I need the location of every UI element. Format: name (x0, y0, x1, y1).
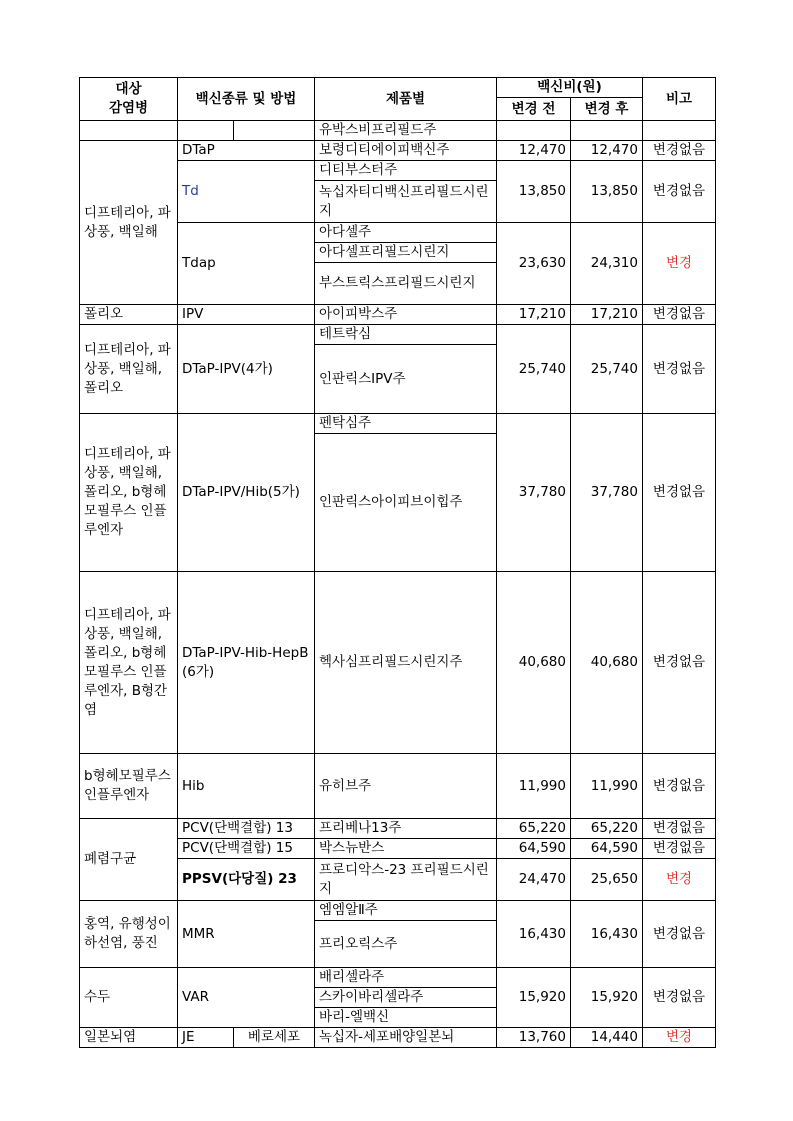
type-cell: DTaP-IPV(4가) (178, 325, 315, 414)
remark-badge: 변경없음 (643, 325, 716, 414)
disease-cell: 디프테리아, 파상풍, 백일해 (80, 141, 178, 305)
type-cell: DTaP (178, 141, 315, 161)
product-cell: 프리베나13주 (315, 819, 497, 839)
product-cell: 인판릭스아이피브이힙주 (315, 434, 497, 572)
price-after: 16,430 (571, 901, 643, 968)
header-remarks: 비고 (643, 78, 716, 121)
price-before: 65,220 (497, 819, 571, 839)
price-before: 64,590 (497, 839, 571, 859)
remark-badge: 변경없음 (643, 754, 716, 819)
disease-cell: 홍역, 유행성이하선염, 풍진 (80, 901, 178, 968)
product-cell: 헥사심프리필드시린지주 (315, 572, 497, 754)
disease-cell: 폐렴구균 (80, 819, 178, 901)
product-cell: 프로디악스-23 프리필드시린지 (315, 859, 497, 901)
price-before: 37,780 (497, 414, 571, 572)
disease-cell: 디프테리아, 파상풍, 백일해, 폴리오 (80, 325, 178, 414)
header-vaccine-type: 백신종류 및 방법 (178, 78, 315, 121)
type-cell: Hib (178, 754, 315, 819)
price-before: 25,740 (497, 325, 571, 414)
type-cell: PCV(단백결합) 13 (178, 819, 315, 839)
remark-badge: 변경 (643, 1028, 716, 1048)
product-cell: 프리오릭스주 (315, 921, 497, 968)
header-price-after: 변경 후 (571, 98, 643, 121)
table-row (80, 1028, 716, 1048)
product-cell: 보령디티에이피백신주 (315, 141, 497, 161)
product-cell: 바리-엘백신 (315, 1008, 497, 1028)
price-after: 65,220 (571, 819, 643, 839)
type-cell: PCV(단백결합) 15 (178, 839, 315, 859)
product-cell: 배리셀라주 (315, 968, 497, 988)
price-before: 17,210 (497, 305, 571, 325)
type-cell: JE (178, 1028, 234, 1048)
table-row (80, 819, 716, 839)
product-cell: 박스뉴반스 (315, 839, 497, 859)
price-after: 25,740 (571, 325, 643, 414)
table-row (80, 305, 716, 325)
price-after: 64,590 (571, 839, 643, 859)
price-before: 12,470 (497, 141, 571, 161)
remark-badge: 변경없음 (643, 141, 716, 161)
remark-badge: 변경없음 (643, 968, 716, 1028)
price-after: 25,650 (571, 859, 643, 901)
remark-badge: 변경없음 (643, 901, 716, 968)
remark-badge: 변경없음 (643, 839, 716, 859)
price-before: 15,920 (497, 968, 571, 1028)
type-cell: IPV (178, 305, 315, 325)
product-cell: 디티부스터주 (315, 161, 497, 181)
product-cell: 인판릭스IPV주 (315, 345, 497, 414)
method-cell: 베로세포 (234, 1028, 315, 1048)
disease-cell: 디프테리아, 파상풍, 백일해, 폴리오, b형헤모필루스 인플루엔자, B형간염 (80, 572, 178, 754)
table-row (80, 572, 716, 754)
remark-badge: 변경없음 (643, 414, 716, 572)
type-cell: Td (178, 161, 315, 223)
header-price-group: 백신비(원) (497, 78, 643, 98)
disease-cell: 폴리오 (80, 305, 178, 325)
type-cell: PPSV(다당질) 23 (178, 859, 315, 901)
price-after: 24,310 (571, 223, 643, 305)
header-price-before: 변경 전 (497, 98, 571, 121)
disease-cell: 일본뇌염 (80, 1028, 178, 1048)
price-after: 15,920 (571, 968, 643, 1028)
price-after: 12,470 (571, 141, 643, 161)
type-cell: DTaP-IPV/Hib(5가) (178, 414, 315, 572)
table-row (80, 325, 716, 345)
product-cell: 테트락심 (315, 325, 497, 345)
type-cell: VAR (178, 968, 315, 1028)
table-row (80, 141, 716, 161)
product-cell: 펜탁심주 (315, 414, 497, 434)
price-after: 37,780 (571, 414, 643, 572)
remark-badge: 변경없음 (643, 305, 716, 325)
table-row (80, 901, 716, 921)
table-row (80, 754, 716, 819)
header-product: 제품별 (315, 78, 497, 121)
remark-badge: 변경없음 (643, 161, 716, 223)
product-cell: 아다셀프리필드시린지 (315, 243, 497, 263)
product-cell: 부스트릭스프리필드시린지 (315, 263, 497, 305)
product-cell: 유히브주 (315, 754, 497, 819)
header-disease: 대상 감염병 (80, 78, 178, 121)
table-row (80, 121, 716, 141)
price-before: 23,630 (497, 223, 571, 305)
remark-badge: 변경없음 (643, 572, 716, 754)
price-before: 40,680 (497, 572, 571, 754)
type-cell: DTaP-IPV-Hib-HepB (6가) (178, 572, 315, 754)
price-after: 14,440 (571, 1028, 643, 1048)
price-after: 11,990 (571, 754, 643, 819)
product-cell: 녹십자-세포배양일본뇌 (315, 1028, 497, 1048)
product-cell: 유박스비프리필드주 (315, 121, 497, 141)
disease-cell: b형헤모필루스 인플루엔자 (80, 754, 178, 819)
price-before: 11,990 (497, 754, 571, 819)
disease-cell: 디프테리아, 파상풍, 백일해, 폴리오, b형헤모필루스 인플루엔자 (80, 414, 178, 572)
price-after: 17,210 (571, 305, 643, 325)
vaccine-price-table (79, 77, 716, 1048)
product-cell: 녹십자티디백신프리필드시린지 (315, 181, 497, 223)
price-after: 13,850 (571, 161, 643, 223)
price-before: 13,850 (497, 161, 571, 223)
table-row (80, 414, 716, 434)
product-cell: 스카이바리셀라주 (315, 988, 497, 1008)
remark-badge: 변경없음 (643, 819, 716, 839)
product-cell: 아이피박스주 (315, 305, 497, 325)
price-before: 16,430 (497, 901, 571, 968)
disease-cell: 수두 (80, 968, 178, 1028)
price-before: 24,470 (497, 859, 571, 901)
price-before: 13,760 (497, 1028, 571, 1048)
table-row (80, 968, 716, 988)
product-cell: 엠엠알Ⅱ주 (315, 901, 497, 921)
product-cell: 아다셀주 (315, 223, 497, 243)
type-cell: Tdap (178, 223, 315, 305)
type-cell: MMR (178, 901, 315, 968)
price-after: 40,680 (571, 572, 643, 754)
remark-badge: 변경 (643, 223, 716, 305)
remark-badge: 변경 (643, 859, 716, 901)
